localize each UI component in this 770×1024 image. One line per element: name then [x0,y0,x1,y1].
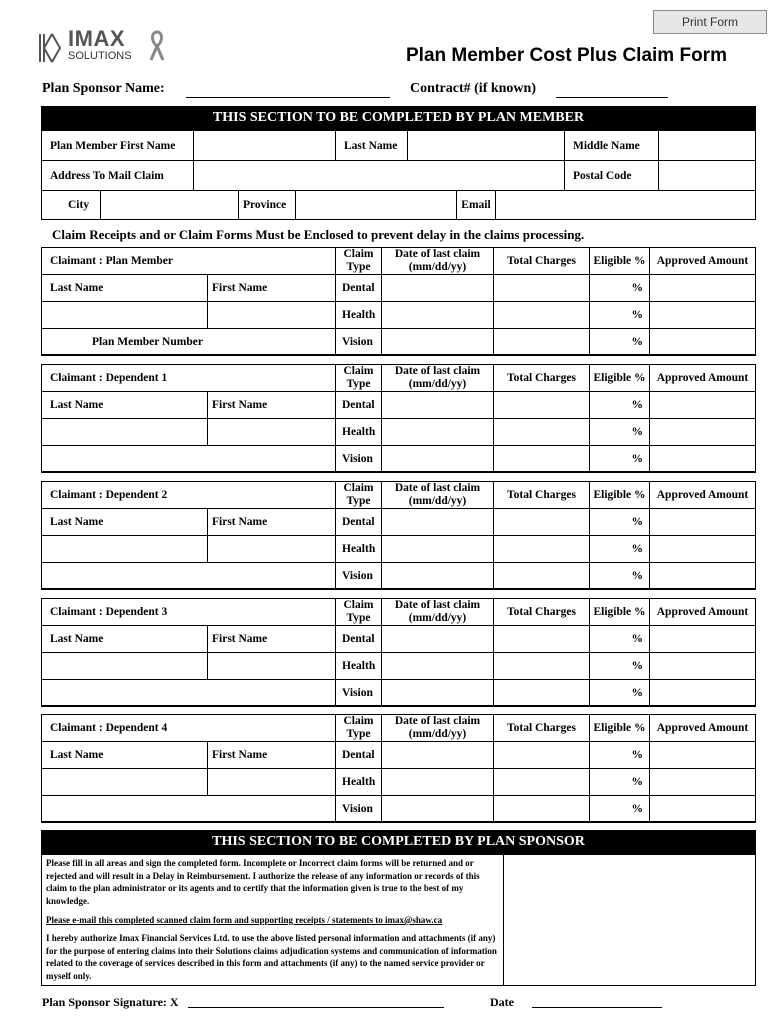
middle-name-field[interactable] [658,130,756,161]
date-last-claim-field[interactable] [381,768,494,796]
date-last-header-text: Date of last claim [394,715,481,727]
total-charges-field[interactable] [493,328,590,356]
total-charges-field[interactable] [493,679,590,707]
address-label: Address To Mail Claim [41,160,194,191]
claim-type-vision: Vision [335,795,382,823]
approved-amount-field[interactable] [649,768,756,796]
date-last-claim-field[interactable] [381,445,494,473]
last-name-label: Last Name [335,130,408,161]
claim-type-vision: Vision [335,445,382,473]
eligible-percent-field[interactable]: % [589,508,650,536]
first-name-label: Plan Member First Name [41,130,194,161]
eligible-percent-field[interactable]: % [589,301,650,329]
logo-brand: IMAX [68,26,125,51]
first-name-label: First Name [207,391,336,419]
date-last-header-text: Date of last claim [394,365,481,377]
total-charges-header: Total Charges [493,598,590,626]
date-last-claim-field[interactable] [381,741,494,769]
approved-amount-header: Approved Amount [649,714,756,742]
date-last-header [381,481,494,509]
claim-type-header-text: Type [346,495,371,507]
first-name-field[interactable] [207,535,336,563]
approved-amount-field[interactable] [649,625,756,653]
total-charges-field[interactable] [493,768,590,796]
last-name-label: Last Name [41,508,208,536]
approved-amount-field[interactable] [649,301,756,329]
approved-amount-field[interactable] [649,652,756,680]
date-last-header-text: (mm/dd/yy) [408,612,467,624]
signature-field[interactable] [188,994,444,1008]
date-last-header-text: Date of last claim [394,248,481,260]
claim-type-header [335,598,382,626]
form-title: Plan Member Cost Plus Claim Form [406,45,727,66]
contract-label: Contract# (if known) [410,81,536,96]
date-last-header [381,247,494,275]
eligible-header: Eligible % [589,598,650,626]
date-last-header-text: (mm/dd/yy) [408,378,467,390]
approved-amount-header: Approved Amount [649,247,756,275]
claim-type-header-text: Claim [343,599,374,611]
claim-type-vision: Vision [335,562,382,590]
date-last-header [381,364,494,392]
claim-type-health: Health [335,535,382,563]
claim-type-header-text: Claim [343,482,374,494]
last-name-label: Last Name [41,274,208,302]
claim-type-header-text: Type [346,261,371,273]
date-last-claim-field[interactable] [381,795,494,823]
date-last-claim-field[interactable] [381,535,494,563]
imax-logo [38,26,178,66]
claim-type-dental: Dental [335,741,382,769]
claim-type-header-text: Type [346,612,371,624]
claim-type-header-text: Type [346,378,371,390]
approved-amount-header: Approved Amount [649,598,756,626]
claim-type-header [335,247,382,275]
claimant-extra-field[interactable] [41,679,336,707]
eligible-header: Eligible % [589,247,650,275]
date-last-header-text: Date of last claim [394,482,481,494]
member-section-bar: THIS SECTION TO BE COMPLETED BY PLAN MEMBER [41,106,756,130]
print-form-button[interactable]: Print Form [653,10,767,34]
claimant-label: Claimant : Dependent 3 [41,598,336,626]
city-field[interactable] [100,190,239,220]
approved-amount-field[interactable] [649,679,756,707]
approved-amount-field[interactable] [649,274,756,302]
total-charges-field[interactable] [493,445,590,473]
date-last-header-text: Date of last claim [394,599,481,611]
total-charges-field[interactable] [493,562,590,590]
eligible-percent-field[interactable]: % [589,652,650,680]
claim-type-dental: Dental [335,625,382,653]
claim-type-vision: Vision [335,328,382,356]
total-charges-field[interactable] [493,741,590,769]
receipts-notice: Claim Receipts and or Claim Forms Must be Enclosed to prevent delay in the claims processing. [52,227,585,242]
first-name-field[interactable] [207,652,336,680]
approved-amount-field[interactable] [649,535,756,563]
total-charges-header: Total Charges [493,364,590,392]
sponsor-name-label: Plan Sponsor Name: [42,81,165,96]
eligible-percent-field[interactable]: % [589,679,650,707]
date-last-header [381,598,494,626]
last-name-field[interactable] [41,301,208,329]
city-label: City [41,190,101,220]
last-name-field[interactable] [41,418,208,446]
approved-amount-field[interactable] [649,328,756,356]
date-field[interactable] [532,994,662,1008]
claim-type-header [335,481,382,509]
claim-type-health: Health [335,768,382,796]
date-last-header-text: (mm/dd/yy) [408,728,467,740]
province-field[interactable] [295,190,457,220]
total-charges-header: Total Charges [493,247,590,275]
email-label: Email [456,190,496,220]
claimant-extra-field[interactable] [41,562,336,590]
claim-type-health: Health [335,301,382,329]
claim-type-dental: Dental [335,391,382,419]
claim-type-header-text: Type [346,728,371,740]
date-last-claim-field[interactable] [381,679,494,707]
last-name-field[interactable] [41,652,208,680]
approved-amount-header: Approved Amount [649,481,756,509]
first-name-label: First Name [207,741,336,769]
approved-amount-field[interactable] [649,562,756,590]
claim-type-header-text: Claim [343,365,374,377]
date-last-claim-field[interactable] [381,418,494,446]
first-name-field[interactable] [207,768,336,796]
claim-type-header [335,364,382,392]
last-name-label: Last Name [41,741,208,769]
logo-sub: SOLUTIONS [68,50,132,62]
total-charges-field[interactable] [493,535,590,563]
approved-amount-header: Approved Amount [649,364,756,392]
approved-amount-field[interactable] [649,741,756,769]
total-charges-field[interactable] [493,508,590,536]
email-field[interactable] [495,190,756,220]
eligible-percent-field[interactable]: % [589,274,650,302]
approved-amount-field[interactable] [649,418,756,446]
approved-amount-field[interactable] [649,795,756,823]
eligible-percent-field[interactable]: % [589,418,650,446]
claim-type-vision: Vision [335,679,382,707]
total-charges-header: Total Charges [493,714,590,742]
claimant-label: Claimant : Dependent 1 [41,364,336,392]
date-label: Date [490,995,514,1009]
last-name-label: Last Name [41,391,208,419]
logo-mark-icon [38,32,64,64]
approved-amount-field[interactable] [649,508,756,536]
claim-type-header-text: Claim [343,715,374,727]
sponsor-paragraph-3: I hereby authorize Imax Financial Services Ltd. to use the above listed personal information and attachments (if any) for the purpose of entering claims into their Solutions claims adjudication systems and communication of information related to the coverage of services described in this form and attachments (if any) to the named service provider or myself only. [46,933,497,981]
total-charges-field[interactable] [493,391,590,419]
date-last-claim-field[interactable] [381,508,494,536]
claimant-label: Claimant : Dependent 4 [41,714,336,742]
sponsor-email-instruction: Please e-mail this completed scanned claim form and supporting receipts / statements to imax@shaw.ca [46,915,443,925]
postal-code-field[interactable] [658,160,756,191]
ribbon-icon [148,30,166,62]
claimant-extra-field[interactable] [41,445,336,473]
claim-type-header-text: Claim [343,248,374,260]
contract-field[interactable] [556,82,668,98]
sponsor-section-bar: THIS SECTION TO BE COMPLETED BY PLAN SPONSOR [41,830,756,854]
eligible-percent-field[interactable]: % [589,562,650,590]
date-last-claim-field[interactable] [381,562,494,590]
claim-type-health: Health [335,418,382,446]
eligible-percent-field[interactable]: % [589,625,650,653]
last-name-field[interactable] [41,768,208,796]
total-charges-header: Total Charges [493,481,590,509]
eligible-percent-field[interactable]: % [589,768,650,796]
eligible-percent-field[interactable]: % [589,328,650,356]
eligible-percent-field[interactable]: % [589,795,650,823]
eligible-percent-field[interactable]: % [589,535,650,563]
eligible-percent-field[interactable]: % [589,391,650,419]
address-field[interactable] [193,160,565,191]
total-charges-field[interactable] [493,274,590,302]
eligible-percent-field[interactable]: % [589,741,650,769]
first-name-field[interactable] [193,130,336,161]
total-charges-field[interactable] [493,795,590,823]
sponsor-signature-area[interactable] [503,854,756,986]
total-charges-field[interactable] [493,301,590,329]
approved-amount-field[interactable] [649,391,756,419]
claim-type-dental: Dental [335,274,382,302]
middle-name-label: Middle Name [564,130,659,161]
last-name-field[interactable] [407,130,565,161]
sponsor-paragraph-1: Please fill in all areas and sign the completed form. Incomplete or Incorrect claim forms will be returned and or rejected and will result in a Delay in Reimbursement. I authorize the release of any information or records of this claim to the plan administrator or its agents and to certify that the information given is true to the best of my knowledge. [46,858,480,906]
total-charges-field[interactable] [493,652,590,680]
total-charges-field[interactable] [493,625,590,653]
last-name-label: Last Name [41,625,208,653]
date-last-claim-field[interactable] [381,625,494,653]
date-last-header-text: (mm/dd/yy) [408,261,467,273]
claim-type-dental: Dental [335,508,382,536]
province-label: Province [238,190,296,220]
signature-label: Plan Sponsor Signature: X [42,995,179,1009]
sponsor-name-field[interactable] [186,82,390,98]
date-last-claim-field[interactable] [381,652,494,680]
plan-member-number-label: Plan Member Number [41,328,336,356]
first-name-label: First Name [207,508,336,536]
date-last-header [381,714,494,742]
eligible-header: Eligible % [589,481,650,509]
first-name-label: First Name [207,274,336,302]
claimant-label: Claimant : Plan Member [41,247,336,275]
date-last-claim-field[interactable] [381,274,494,302]
claimant-extra-field[interactable] [41,795,336,823]
claimant-label: Claimant : Dependent 2 [41,481,336,509]
total-charges-field[interactable] [493,418,590,446]
postal-code-label: Postal Code [564,160,659,191]
first-name-field[interactable] [207,418,336,446]
date-last-claim-field[interactable] [381,328,494,356]
date-last-claim-field[interactable] [381,391,494,419]
eligible-header: Eligible % [589,364,650,392]
last-name-field[interactable] [41,535,208,563]
claim-type-health: Health [335,652,382,680]
eligible-percent-field[interactable]: % [589,445,650,473]
date-last-claim-field[interactable] [381,301,494,329]
date-last-header-text: (mm/dd/yy) [408,495,467,507]
claim-type-header [335,714,382,742]
eligible-header: Eligible % [589,714,650,742]
first-name-field[interactable] [207,301,336,329]
first-name-label: First Name [207,625,336,653]
approved-amount-field[interactable] [649,445,756,473]
